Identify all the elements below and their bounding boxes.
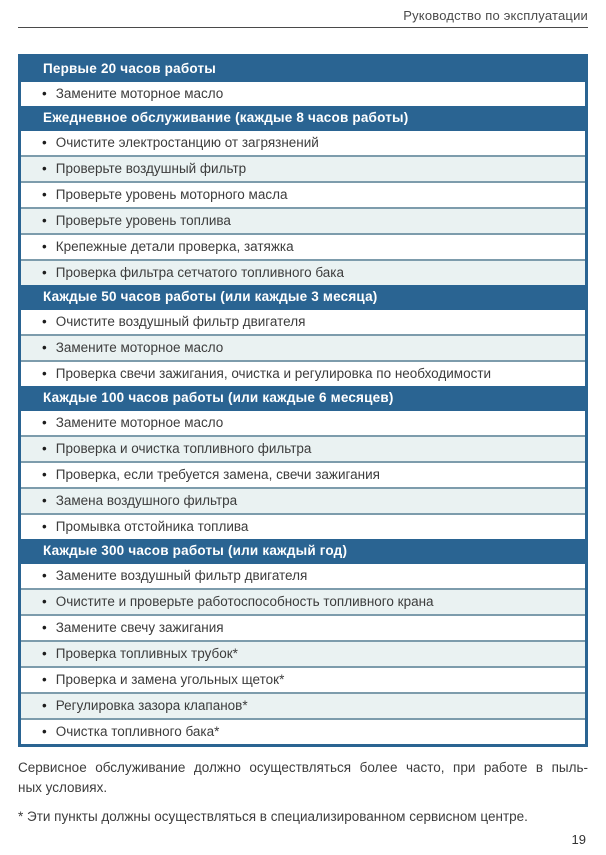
- bullet-icon: •: [42, 493, 47, 508]
- table-row: [21, 82, 585, 106]
- table-row: [21, 640, 585, 666]
- row-label: Проверьте воздушный фильтр: [55, 161, 247, 176]
- row-label: Замените моторное масло: [55, 415, 224, 430]
- row-label: Промывка отстойника топлива: [55, 519, 249, 534]
- table-row: [21, 718, 585, 744]
- bullet-icon: •: [42, 620, 47, 635]
- table-row: [21, 588, 585, 614]
- bullet-icon: •: [42, 672, 47, 687]
- bullet-icon: •: [42, 135, 47, 150]
- row-label: Очистите электростанцию от загрязнений: [55, 135, 319, 150]
- service-note-line: Сервисное обслуживание должно осуществляться более часто, при работе в пыль-: [18, 760, 588, 775]
- table-row: [21, 334, 585, 360]
- bullet-icon: •: [42, 519, 47, 534]
- row-label: Проверка свечи зажигания, очистка и регулировка по необходимости: [55, 366, 492, 381]
- bullet-icon: •: [42, 415, 47, 430]
- bullet-icon: •: [42, 314, 47, 329]
- bullet-icon: •: [42, 366, 47, 381]
- row-label: Проверка фильтра сетчатого топливного бака: [55, 265, 345, 280]
- table-row: [21, 131, 585, 155]
- row-label: Замените свечу зажигания: [55, 620, 224, 635]
- table-row: [21, 435, 585, 461]
- row-label: Очистите и проверьте работоспособность топливного крана: [55, 594, 434, 609]
- row-label: Проверьте уровень моторного масла: [55, 187, 288, 202]
- running-header-title: Руководство по эксплуатации: [18, 8, 588, 28]
- table-row: [21, 614, 585, 640]
- page-number: 19: [571, 832, 586, 847]
- service-note: [18, 758, 588, 798]
- bullet-icon: •: [42, 161, 47, 176]
- table-row: [21, 666, 585, 692]
- table-row: [21, 692, 585, 718]
- table-row: [21, 259, 585, 285]
- table-row: [21, 513, 585, 539]
- table-row: [21, 487, 585, 513]
- row-label: Крепежные детали проверка, затяжка: [55, 239, 294, 254]
- bullet-icon: •: [42, 187, 47, 202]
- row-label: Замените моторное масло: [55, 86, 224, 101]
- row-label: Очистите воздушный фильтр двигателя: [55, 314, 306, 329]
- asterisk-note: * Эти пункты должны осуществляться в специализированном сервисном центре.: [18, 809, 528, 824]
- table-row: [21, 207, 585, 233]
- bullet-icon: •: [42, 86, 47, 101]
- section-header: Каждые 300 часов работы (или каждый год): [21, 539, 585, 564]
- row-label: Очистка топливного бака*: [55, 724, 220, 739]
- bullet-icon: •: [42, 441, 47, 456]
- row-label: Проверка, если требуется замена, свечи зажигания: [55, 467, 380, 482]
- bullet-icon: •: [42, 594, 47, 609]
- bullet-icon: •: [42, 265, 47, 280]
- row-label: Проверка и очистка топливного фильтра: [55, 441, 312, 456]
- section-header: Первые 20 часов работы: [21, 57, 585, 82]
- section-header: Каждые 100 часов работы (или каждые 6 месяцев): [21, 386, 585, 411]
- bullet-icon: •: [42, 467, 47, 482]
- row-label: Замена воздушного фильтра: [55, 493, 238, 508]
- row-label: Замените моторное масло: [55, 340, 224, 355]
- bullet-icon: •: [42, 698, 47, 713]
- table-row: [21, 360, 585, 386]
- row-label: Регулировка зазора клапанов*: [55, 698, 248, 713]
- section-header: Каждые 50 часов работы (или каждые 3 месяца): [21, 285, 585, 310]
- row-label: Проверьте уровень топлива: [55, 213, 231, 228]
- table-row: [21, 461, 585, 487]
- bullet-icon: •: [42, 213, 47, 228]
- table-row: [21, 233, 585, 259]
- table-row: [21, 181, 585, 207]
- table-row: [21, 564, 585, 588]
- service-note-line: ных условиях.: [18, 780, 108, 795]
- bullet-icon: •: [42, 724, 47, 739]
- row-label: Проверка топливных трубок*: [55, 646, 238, 661]
- section-header: Ежедневное обслуживание (каждые 8 часов работы): [21, 106, 585, 131]
- bullet-icon: •: [42, 340, 47, 355]
- maintenance-table: [18, 54, 588, 747]
- table-row: [21, 155, 585, 181]
- table-row: [21, 411, 585, 435]
- table-row: [21, 310, 585, 334]
- row-label: Проверка и замена угольных щеток*: [55, 672, 285, 687]
- bullet-icon: •: [42, 568, 47, 583]
- row-label: Замените воздушный фильтр двигателя: [55, 568, 308, 583]
- bullet-icon: •: [42, 646, 47, 661]
- bullet-icon: •: [42, 239, 47, 254]
